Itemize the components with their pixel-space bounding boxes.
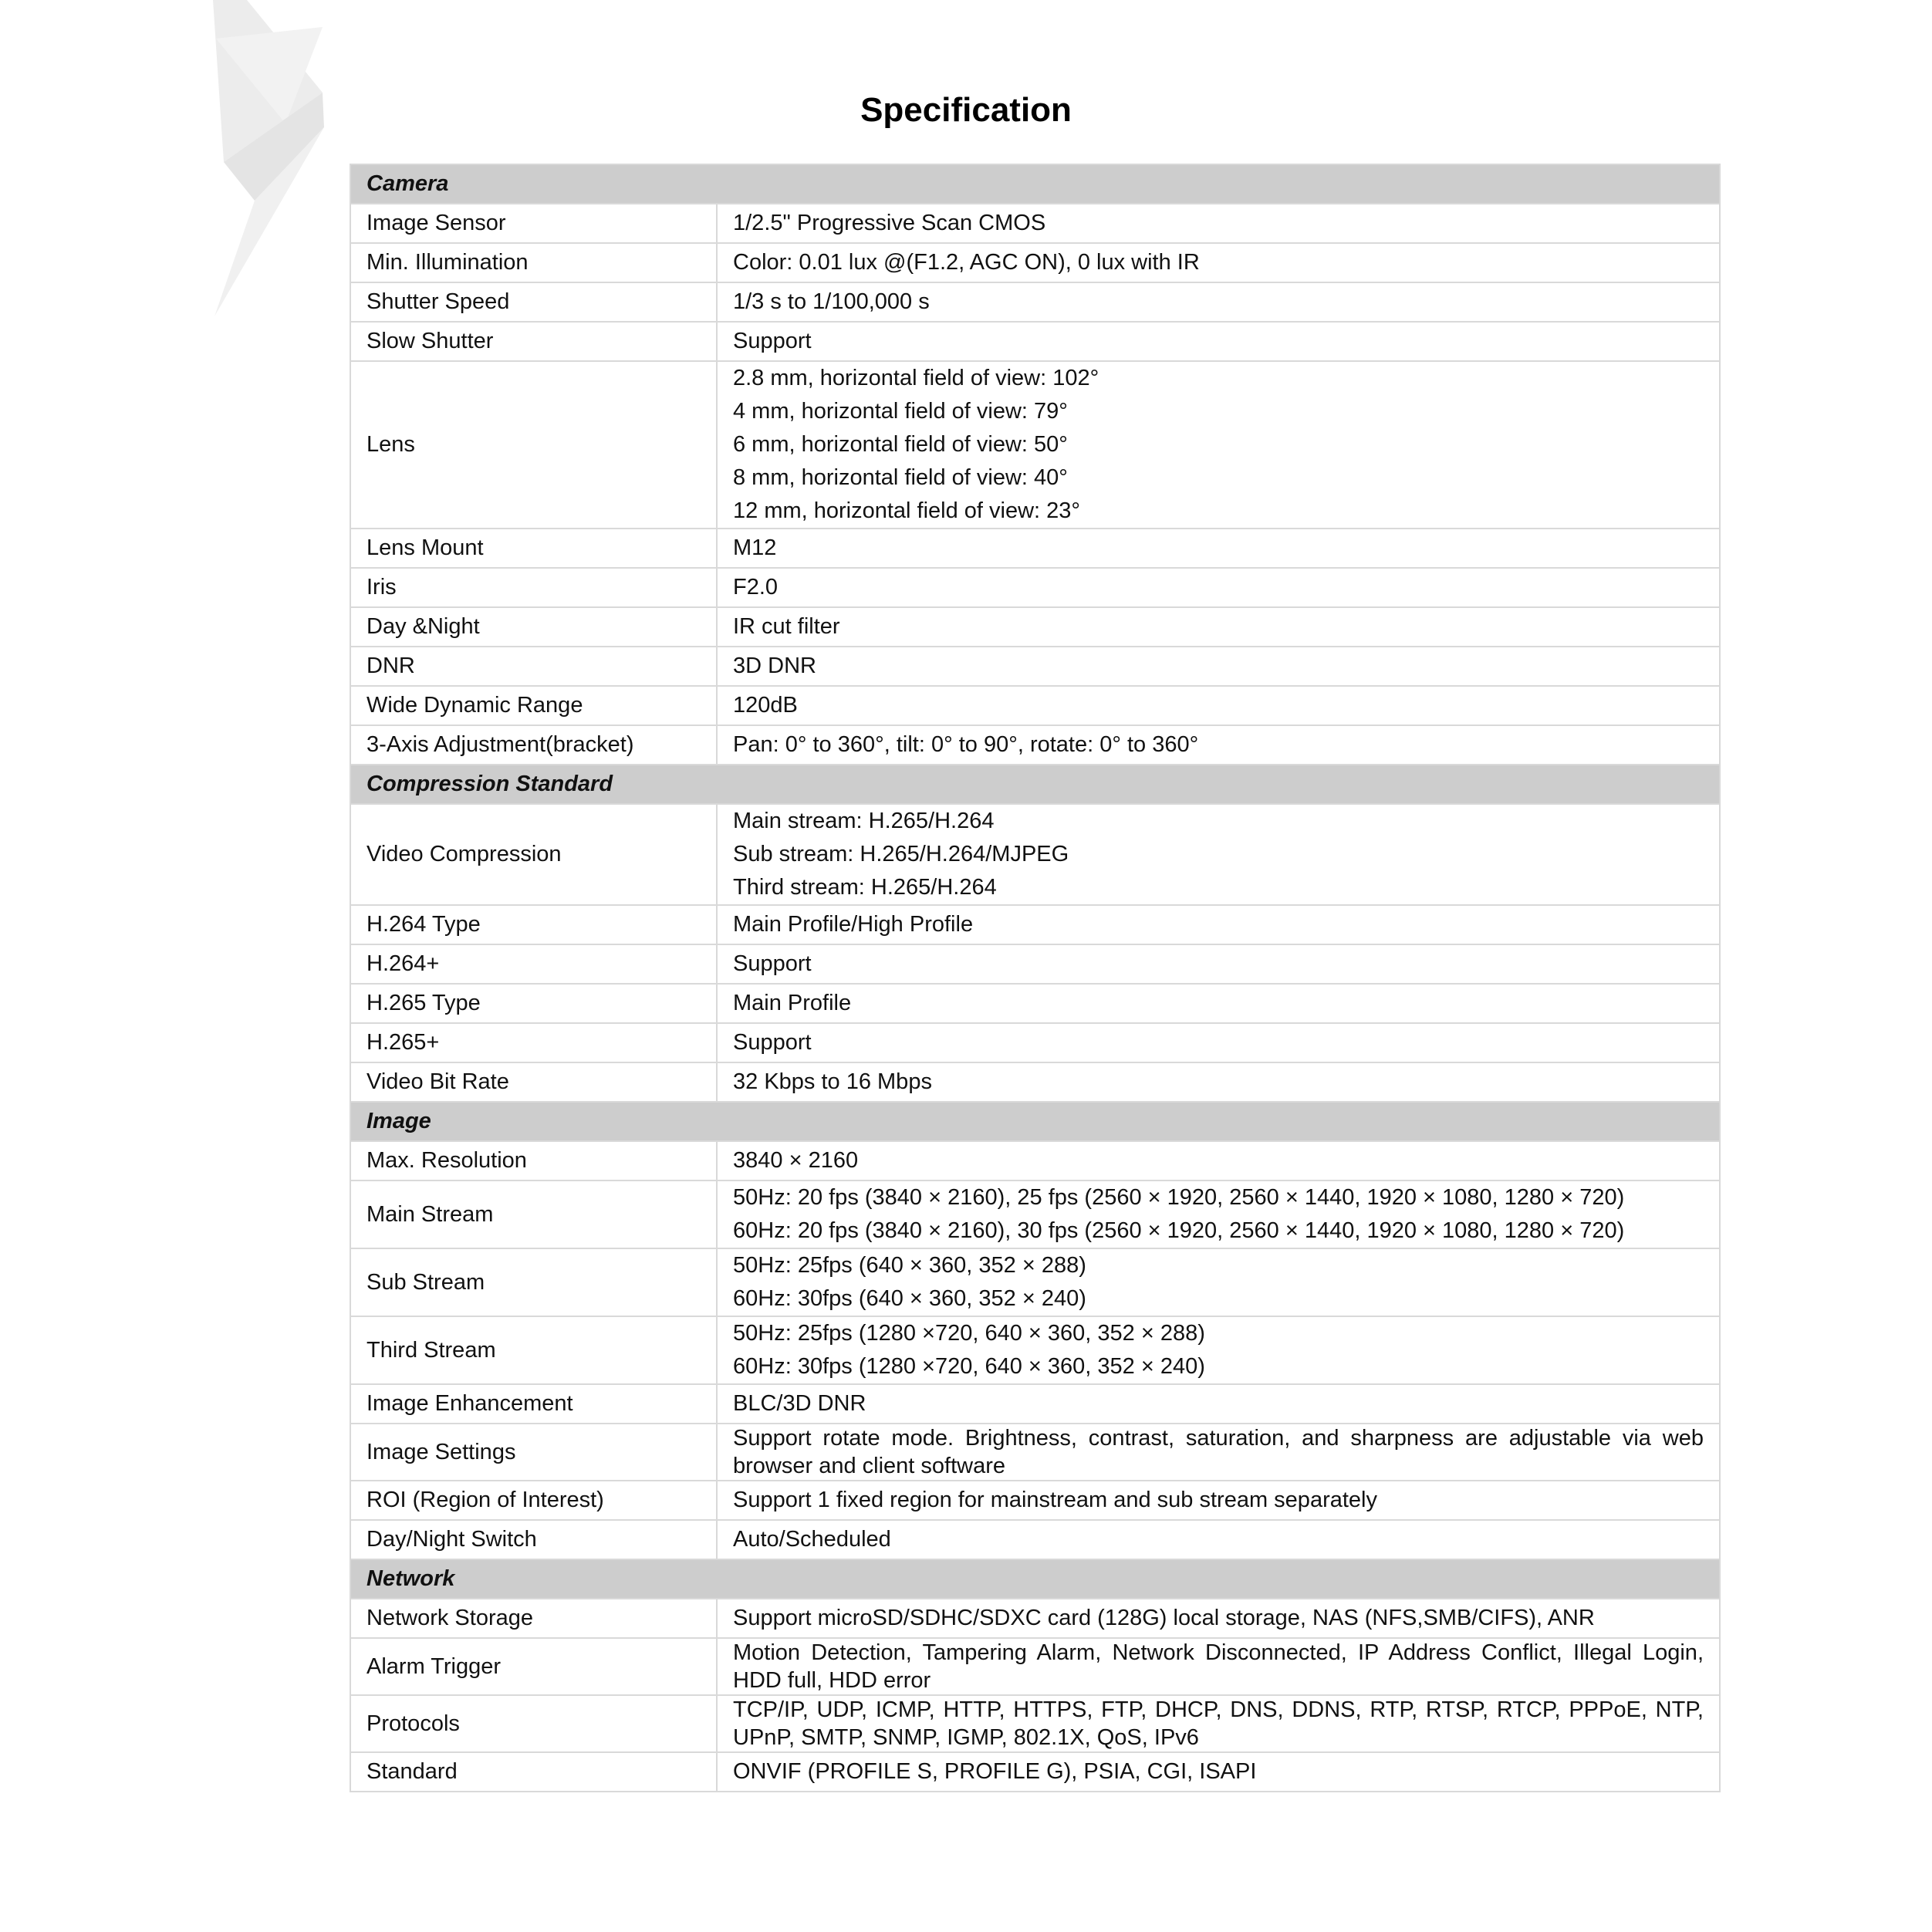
spec-label: Lens bbox=[350, 361, 717, 529]
spec-value-line: Main Profile/High Profile bbox=[733, 912, 974, 937]
spec-row bbox=[350, 1695, 1720, 1752]
spec-value-line: 3D DNR bbox=[733, 654, 816, 678]
spec-value bbox=[717, 282, 1720, 322]
spec-value-line: BLC/3D DNR bbox=[733, 1391, 866, 1416]
spec-value-line: Auto/Scheduled bbox=[733, 1527, 891, 1552]
spec-label: H.264+ bbox=[350, 944, 717, 984]
spec-label: Alarm Trigger bbox=[350, 1638, 717, 1695]
spec-label: Min. Illumination bbox=[350, 243, 717, 282]
spec-row bbox=[350, 322, 1720, 361]
spec-row bbox=[350, 1481, 1720, 1520]
spec-label: Lens Mount bbox=[350, 529, 717, 568]
spec-label: Day/Night Switch bbox=[350, 1520, 717, 1559]
spec-value bbox=[717, 1141, 1720, 1180]
spec-value-line: 60Hz: 30fps (1280 ×720, 640 × 360, 352 × 240) bbox=[733, 1354, 1205, 1379]
section-header bbox=[350, 765, 1720, 804]
spec-label: H.265 Type bbox=[350, 984, 717, 1023]
spec-label: Shutter Speed bbox=[350, 282, 717, 322]
spec-value-line: 8 mm, horizontal field of view: 40° bbox=[733, 465, 1068, 490]
spec-value bbox=[717, 1695, 1720, 1752]
spec-value bbox=[717, 905, 1720, 944]
spec-row bbox=[350, 1023, 1720, 1062]
spec-label: Third Stream bbox=[350, 1316, 717, 1384]
spec-row bbox=[350, 647, 1720, 686]
spec-value bbox=[717, 1023, 1720, 1062]
spec-value-line: 60Hz: 20 fps (3840 × 2160), 30 fps (2560 × 1920, 2560 × 1440, 1920 × 1080, 1280 × 720) bbox=[733, 1218, 1625, 1243]
spec-row bbox=[350, 282, 1720, 322]
spec-value-line: Pan: 0° to 360°, tilt: 0° to 90°, rotate: 0° to 360° bbox=[733, 732, 1199, 757]
spec-row bbox=[350, 243, 1720, 282]
spec-value bbox=[717, 1062, 1720, 1102]
spec-value-line: Support 1 fixed region for mainstream and sub stream separately bbox=[733, 1488, 1377, 1512]
spec-value bbox=[717, 1316, 1720, 1384]
spec-value-line: Color: 0.01 lux @(F1.2, AGC ON), 0 lux with IR bbox=[733, 250, 1200, 275]
section-header bbox=[350, 164, 1720, 204]
spec-value-line: TCP/IP, UDP, ICMP, HTTP, HTTPS, FTP, DHCP, DNS, DDNS, RTP, RTSP, RTCP, PPPoE, NTP, UPnP, SMTP, SNMP, IGMP, 802.1X, QoS, IPv6 bbox=[733, 1697, 1704, 1750]
spec-label: Iris bbox=[350, 568, 717, 607]
spec-value bbox=[717, 1599, 1720, 1638]
spec-value bbox=[717, 944, 1720, 984]
spec-value-line: Support microSD/SDHC/SDXC card (128G) local storage, NAS (NFS,SMB/CIFS), ANR bbox=[733, 1606, 1595, 1630]
spec-row bbox=[350, 1180, 1720, 1248]
spec-row bbox=[350, 984, 1720, 1023]
spec-label: 3-Axis Adjustment(bracket) bbox=[350, 725, 717, 765]
spec-row bbox=[350, 1141, 1720, 1180]
spec-label: Sub Stream bbox=[350, 1248, 717, 1316]
spec-value-line: Third stream: H.265/H.264 bbox=[733, 875, 997, 900]
section-title: Network bbox=[350, 1559, 1720, 1599]
spec-label: Day &Night bbox=[350, 607, 717, 647]
spec-value-line: 32 Kbps to 16 Mbps bbox=[733, 1069, 932, 1094]
spec-label: Video Compression bbox=[350, 804, 717, 905]
spec-value-line: 6 mm, horizontal field of view: 50° bbox=[733, 432, 1068, 457]
spec-label: Max. Resolution bbox=[350, 1141, 717, 1180]
section-title: Compression Standard bbox=[350, 765, 1720, 804]
spec-value-line: Sub stream: H.265/H.264/MJPEG bbox=[733, 842, 1069, 866]
section-title: Image bbox=[350, 1102, 1720, 1141]
spec-value-line: Support bbox=[733, 951, 812, 976]
spec-value-line: 50Hz: 25fps (640 × 360, 352 × 288) bbox=[733, 1253, 1086, 1278]
spec-value bbox=[717, 725, 1720, 765]
spec-value bbox=[717, 1180, 1720, 1248]
spec-value-line: 1/2.5" Progressive Scan CMOS bbox=[733, 211, 1046, 235]
section-title: Camera bbox=[350, 164, 1720, 204]
spec-value bbox=[717, 607, 1720, 647]
spec-table bbox=[350, 164, 1721, 1792]
section-header bbox=[350, 1102, 1720, 1141]
spec-value-line: Motion Detection, Tampering Alarm, Network Disconnected, IP Address Conflict, Illegal Login, HDD full, HDD error bbox=[733, 1640, 1704, 1693]
spec-value-line: Support rotate mode. Brightness, contrast, saturation, and sharpness are adjustable via web browser and client software bbox=[733, 1426, 1704, 1478]
spec-value bbox=[717, 361, 1720, 529]
spec-label: Image Enhancement bbox=[350, 1384, 717, 1424]
page-title: Specification bbox=[860, 91, 1072, 129]
spec-row bbox=[350, 204, 1720, 243]
spec-value-line: 60Hz: 30fps (640 × 360, 352 × 240) bbox=[733, 1286, 1086, 1311]
spec-value bbox=[717, 243, 1720, 282]
spec-value-line: 3840 × 2160 bbox=[733, 1148, 859, 1173]
spec-row bbox=[350, 1638, 1720, 1695]
spec-value-line: 4 mm, horizontal field of view: 79° bbox=[733, 399, 1068, 424]
spec-label: Standard bbox=[350, 1752, 717, 1792]
spec-row bbox=[350, 1316, 1720, 1384]
spec-row bbox=[350, 361, 1720, 529]
spec-row bbox=[350, 686, 1720, 725]
spec-value-line: ONVIF (PROFILE S, PROFILE G), PSIA, CGI, ISAPI bbox=[733, 1759, 1257, 1784]
spec-label: ROI (Region of Interest) bbox=[350, 1481, 717, 1520]
spec-label: Image Sensor bbox=[350, 204, 717, 243]
spec-label: Video Bit Rate bbox=[350, 1062, 717, 1102]
spec-value-line: F2.0 bbox=[733, 575, 779, 600]
spec-value-line: Main Profile bbox=[733, 991, 852, 1015]
spec-value bbox=[717, 984, 1720, 1023]
spec-value bbox=[717, 1248, 1720, 1316]
spec-row bbox=[350, 1520, 1720, 1559]
spec-value-line: Support bbox=[733, 329, 812, 353]
spec-value bbox=[717, 1481, 1720, 1520]
decorative-logo-shape bbox=[208, 0, 339, 324]
spec-value bbox=[717, 1384, 1720, 1424]
spec-label: H.265+ bbox=[350, 1023, 717, 1062]
spec-value bbox=[717, 686, 1720, 725]
spec-row bbox=[350, 905, 1720, 944]
spec-value-line: 120dB bbox=[733, 693, 798, 718]
spec-row bbox=[350, 944, 1720, 984]
spec-label: Main Stream bbox=[350, 1180, 717, 1248]
spec-value-line: 1/3 s to 1/100,000 s bbox=[733, 289, 930, 314]
spec-value bbox=[717, 647, 1720, 686]
spec-value-line: 12 mm, horizontal field of view: 23° bbox=[733, 498, 1081, 523]
spec-row bbox=[350, 1424, 1720, 1481]
spec-value-line: Support bbox=[733, 1030, 812, 1055]
spec-row bbox=[350, 1384, 1720, 1424]
spec-row bbox=[350, 725, 1720, 765]
spec-value bbox=[717, 568, 1720, 607]
spec-value bbox=[717, 1424, 1720, 1481]
spec-row bbox=[350, 804, 1720, 905]
spec-value bbox=[717, 204, 1720, 243]
spec-label: H.264 Type bbox=[350, 905, 717, 944]
spec-value bbox=[717, 804, 1720, 905]
spec-value-line: Main stream: H.265/H.264 bbox=[733, 809, 995, 833]
spec-value-line: IR cut filter bbox=[733, 614, 840, 639]
spec-label: Image Settings bbox=[350, 1424, 717, 1481]
spec-value bbox=[717, 1520, 1720, 1559]
spec-row bbox=[350, 1062, 1720, 1102]
spec-label: Slow Shutter bbox=[350, 322, 717, 361]
spec-value bbox=[717, 1638, 1720, 1695]
spec-label: Wide Dynamic Range bbox=[350, 686, 717, 725]
spec-label: DNR bbox=[350, 647, 717, 686]
spec-row bbox=[350, 529, 1720, 568]
spec-row bbox=[350, 1248, 1720, 1316]
spec-label: Network Storage bbox=[350, 1599, 717, 1638]
spec-value bbox=[717, 529, 1720, 568]
spec-label: Protocols bbox=[350, 1695, 717, 1752]
section-header bbox=[350, 1559, 1720, 1599]
spec-value-line: 2.8 mm, horizontal field of view: 102° bbox=[733, 366, 1099, 390]
spec-value-line: M12 bbox=[733, 535, 777, 560]
spec-value bbox=[717, 1752, 1720, 1792]
spec-row bbox=[350, 1752, 1720, 1792]
spec-value bbox=[717, 322, 1720, 361]
spec-value-line: 50Hz: 25fps (1280 ×720, 640 × 360, 352 × 288) bbox=[733, 1321, 1205, 1346]
spec-row bbox=[350, 568, 1720, 607]
spec-row bbox=[350, 1599, 1720, 1638]
spec-row bbox=[350, 607, 1720, 647]
spec-value-line: 50Hz: 20 fps (3840 × 2160), 25 fps (2560 × 1920, 2560 × 1440, 1920 × 1080, 1280 × 720) bbox=[733, 1185, 1625, 1210]
